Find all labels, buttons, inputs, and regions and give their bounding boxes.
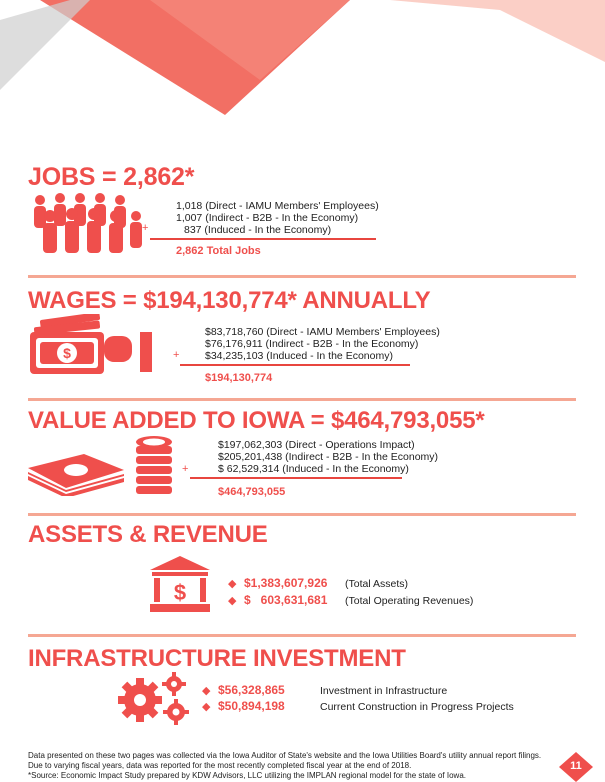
footnote-line: Due to varying fiscal years, data was reported for the most recently completed fiscal year at the end of 2018. (28, 761, 412, 770)
money-hand-icon (26, 314, 158, 376)
section-divider (28, 513, 576, 516)
plus-sign: + (173, 349, 180, 361)
wages-heading: WAGES = $194,130,774* ANNUALLY (28, 287, 431, 314)
footnote-line: *Source: Economic Impact Study prepared by KDW Advisors, LLC utilizing the IMPLAN regional model for the state of Iowa. (28, 771, 466, 780)
bullet-diamond-icon: ◆ (228, 578, 237, 590)
money-stack-icon (26, 432, 174, 496)
assets-total-label: (Total Assets) (345, 578, 409, 590)
sum-rule (190, 477, 402, 479)
header-decoration (0, 0, 605, 140)
infrastructure-investment-label: Investment in Infrastructure (320, 685, 448, 697)
construction-label: Current Construction in Progress Projects (320, 701, 514, 713)
infrastructure-heading: INFRASTRUCTURE INVESTMENT (28, 645, 406, 672)
plus-sign: + (182, 463, 189, 475)
assets-heading: ASSETS & REVENUE (28, 521, 268, 548)
section-divider (28, 398, 576, 401)
footnote-line: Data presented on these two pages was collected via the Iowa Auditor of State's website and the Iowa Utilities Board's utility annual report filings. (28, 751, 542, 760)
infrastructure-investment-amount: $56,328,865 (218, 683, 285, 697)
wages-total: $194,130,774 (205, 372, 273, 384)
jobs-line-indirect: 1,007 (Indirect - B2B - In the Economy) (176, 212, 359, 224)
jobs-line-direct: 1,018 (Direct - IAMU Members' Employees) (176, 200, 379, 212)
sum-rule (180, 364, 410, 366)
people-icon (26, 192, 154, 260)
wages-line-indirect: $76,176,911 (Indirect - B2B - In the Economy) (205, 338, 419, 350)
section-divider (28, 275, 576, 278)
bullet-diamond-icon: ◆ (202, 685, 211, 697)
page-number: 11 (570, 760, 582, 772)
revenues-label: (Total Operating Revenues) (345, 595, 474, 607)
jobs-total: 2,862 Total Jobs (176, 245, 261, 257)
value-added-total: $464,793,055 (218, 486, 286, 498)
section-divider (28, 634, 576, 637)
wages-line-induced: $34,235,103 (Induced - In the Economy) (205, 350, 393, 362)
jobs-heading: JOBS = 2,862* (28, 163, 195, 191)
sum-rule (150, 238, 376, 240)
bullet-diamond-icon: ◆ (228, 595, 237, 607)
value-line-direct: $197,062,303 (Direct - Operations Impact) (218, 439, 415, 451)
construction-amount: $50,894,198 (218, 699, 285, 713)
jobs-line-induced: 837 (Induced - In the Economy) (184, 224, 332, 236)
wages-line-direct: $83,718,760 (Direct - IAMU Members' Employees) (205, 326, 440, 338)
bank-icon (150, 556, 210, 612)
revenues-amount: $ 603,631,681 (244, 593, 328, 607)
plus-sign: + (142, 222, 149, 234)
value-line-induced: $ 62,529,314 (Induced - In the Economy) (218, 463, 409, 475)
svg-text:$: $ (173, 580, 187, 605)
value-added-heading: VALUE ADDED TO IOWA = $464,793,055* (28, 407, 485, 434)
assets-total-amount: $1,383,607,926 (244, 576, 328, 590)
bullet-diamond-icon: ◆ (202, 701, 211, 713)
value-line-indirect: $205,201,438 (Indirect - B2B - In the Economy) (218, 451, 439, 463)
svg-text:$: $ (63, 345, 71, 361)
gears-icon (118, 672, 192, 726)
